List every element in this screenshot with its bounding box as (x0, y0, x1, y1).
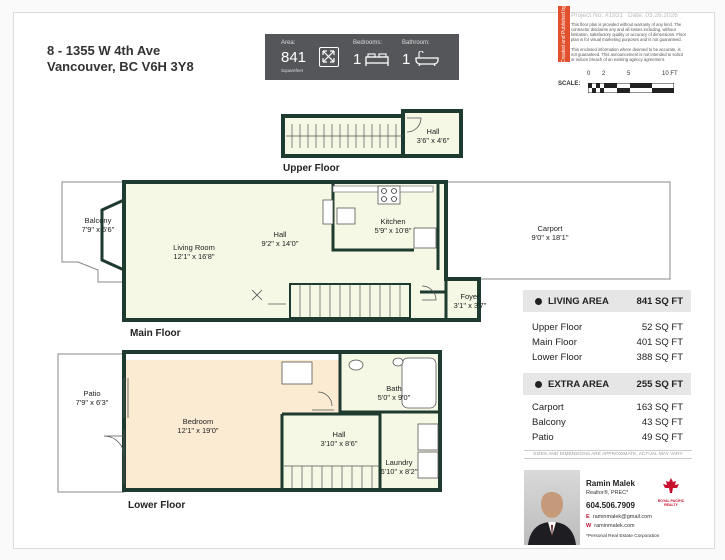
room-lower-hall: Hall 3'10" x 8'6" (320, 430, 358, 448)
agent-photo (524, 470, 580, 545)
room-balcony: Balcony 7'9" x 5'6" (81, 216, 115, 234)
agent-note: *Personal Real Estate Corporation (586, 534, 660, 539)
bathroom-value: 1 (402, 51, 411, 68)
approximate-note: SIZES AND DIMENSIONS ARE APPROXIMATE, ACTUAL MAY VARY (524, 450, 692, 459)
agent-phone[interactable]: 604.506.7909 (586, 501, 635, 510)
bullet-icon (535, 381, 542, 388)
brokerage-logo (651, 478, 691, 507)
project-number: Project No: #1931 (571, 12, 624, 19)
room-main-hall: Hall 9'2" x 14'0" (261, 230, 299, 248)
scale-label-2: 2 (602, 71, 606, 77)
room-bath: Bath 5'0" x 9'0" (377, 384, 411, 402)
area-value: 841 (281, 49, 307, 66)
brokerage-name: ROYAL PACIFIC REALTY (657, 499, 685, 507)
address-line-1: 8 - 1355 W 4th Ave (47, 43, 161, 58)
bedrooms-label: Bedrooms: (353, 40, 383, 46)
extra-area-header (523, 373, 691, 395)
bedrooms-value: 1 (353, 51, 362, 68)
web-prefix: W (586, 523, 592, 529)
floor-label-main: Main Floor (130, 328, 181, 339)
area-row: Patio 49 SQ FT (532, 432, 683, 443)
extra-area-label: EXTRA AREA (548, 378, 610, 390)
scale-title: SCALE: (558, 81, 581, 87)
living-area-value: 841 SQ FT (636, 295, 683, 307)
room-patio: Patio 7'9" x 6'3" (75, 389, 109, 407)
room-carport: Carport 9'0" x 18'1" (531, 224, 569, 242)
room-bedroom: Bedroom 12'1" x 19'0" (177, 417, 219, 435)
room-upper-hall: Hall 3'6" x 4'6" (416, 127, 450, 145)
floor-label-upper: Upper Floor (283, 163, 340, 174)
email-prefix: E (586, 514, 590, 520)
area-table (523, 290, 691, 445)
room-kitchen: Kitchen 5'9" x 10'8" (374, 217, 412, 235)
area-unit: Squarefeet (281, 68, 304, 73)
agent-web-line (586, 523, 635, 529)
living-area-label: LIVING AREA (548, 295, 609, 307)
room-foyer: Foyer 3'1" x 3'7" (453, 292, 487, 310)
area-row: Balcony 43 SQ FT (532, 417, 683, 428)
area-row: Upper Floor 52 SQ FT (532, 322, 683, 333)
room-living-room: Living Room 12'1" x 16'8" (173, 243, 215, 261)
agent-title: Realtor®, PREC* (586, 490, 629, 496)
disclaimer-1: This floor plan is provided without warranty of any kind. The contractor disclaims any and all losses including, without limitation, satisfactory quality or accuracy of dimensions. Floor plan is for visual marketing purposes and is not guaranteed. (571, 22, 686, 42)
scale-label-0: 0 (587, 71, 591, 77)
agent-email-line (586, 514, 652, 520)
agent-website[interactable]: raminmalek.com (594, 523, 635, 529)
floor-label-lower: Lower Floor (128, 500, 186, 511)
area-label: Area: (281, 40, 296, 46)
agent-card (524, 470, 691, 545)
bathroom-label: Bathroom: (402, 40, 430, 46)
agent-name: Ramin Malek (586, 479, 635, 488)
project-date: Date: 03.26.2026 (628, 12, 678, 19)
agent-email[interactable]: raminmalek@gmail.com (592, 514, 652, 520)
scale-label-10: 10 FT (662, 71, 678, 77)
disclaimer-2: This enclosed information where deemed to be accurate, is not guaranteed. This announcement is not intended to solicit or induce breach of an existing agency agreement. (571, 47, 683, 62)
room-laundry: Laundry 6'10" x 8'2" (380, 458, 418, 476)
address-line-2: Vancouver, BC V6H 3Y8 (47, 59, 194, 74)
living-area-header (523, 290, 691, 312)
maple-leaf-icon (662, 478, 680, 494)
area-row: Carport 163 SQ FT (532, 402, 683, 413)
brand-vertical-text: Created and Published by (561, 5, 567, 63)
scale-label-5: 5 (627, 71, 631, 77)
area-row: Lower Floor 388 SQ FT (532, 352, 683, 363)
bullet-icon (535, 298, 542, 305)
extra-area-value: 255 SQ FT (636, 378, 683, 390)
area-row: Main Floor 401 SQ FT (532, 337, 683, 348)
